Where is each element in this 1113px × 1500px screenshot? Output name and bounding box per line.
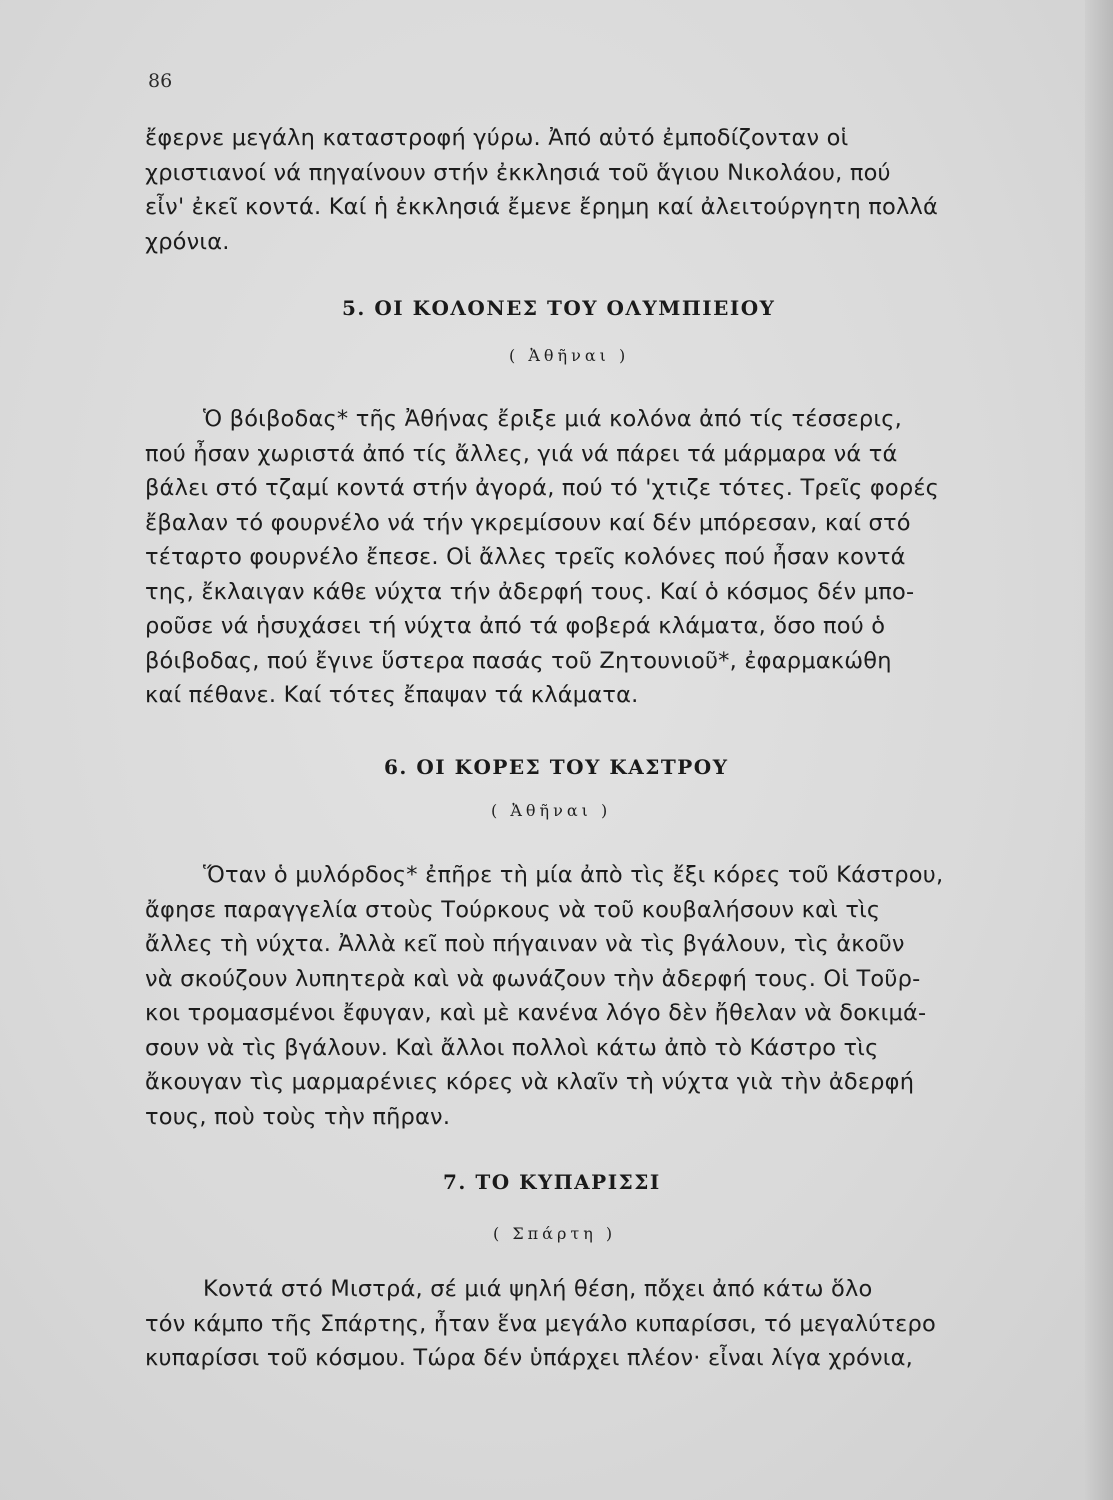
paragraph-line: σουν νὰ τὶς βγάλουν. Καὶ ἄλλοι πολλοὶ κάτω ἀπὸ τὸ Κάστρο τὶς [145,1034,879,1061]
section-5-location: ( Ἀθῆναι ) [509,346,630,365]
section-7-location: ( Σπάρτη ) [493,1224,617,1243]
paragraph-line: χρόνια. [145,228,230,255]
section-7-title: 7. ΤΟ ΚΥΠΑΡΙΣΣΙ [443,1170,661,1194]
paragraph-line: πού ἦσαν χωριστά ἀπό τίς ἄλλες, γιά νά πάρει τά μάρμαρα νά τά [145,440,898,467]
paragraph-line: Ὅταν ὁ μυλόρδος* ἐπῆρε τὴ μία ἀπὸ τὶς ἔξι κόρες τοῦ Κάστρου, [203,862,944,888]
paragraph-line: ἔβαλαν τό φουρνέλο νά τήν γκρεμίσουν καί δέν μπόρεσαν, καί στό [145,509,911,536]
paragraph-line: ἄκουγαν τὶς μαρμαρένιες κόρες νὰ κλαῖν τὴ νύχτα γιὰ τὴν ἀδερφή [145,1069,915,1095]
paragraph-line: καί πέθανε. Καί τότες ἔπαψαν τά κλάματα. [145,682,639,708]
paragraph-line: τόν κάμπο τῆς Σπάρτης, ἦταν ἕνα μεγάλο κυπαρίσσι, τό μεγαλύτερο [145,1310,936,1337]
page-number: 86 [148,70,173,92]
intro-paragraph [145,121,995,259]
section-5-title: 5. ΟΙ ΚΟΛΟΝΕΣ ΤΟΥ ΟΛΥΜΠΙΕΙΟΥ [342,296,776,320]
section-6-paragraph [145,858,995,1134]
paragraph-line: τους, ποὺ τοὺς τὴν πῆραν. [145,1103,451,1130]
paragraph-line: ἔφερνε μεγάλη καταστροφή γύρω. Ἀπό αὐτό ἐμποδίζονταν οἱ [145,125,849,151]
section-5-paragraph [145,402,995,713]
section-6-title: 6. ΟΙ ΚΟΡΕΣ ΤΟΥ ΚΑΣΤΡΟΥ [384,755,729,779]
paragraph-line: κοι τρομασμένοι ἔφυγαν, καὶ μὲ κανένα λόγο δὲν ἤθελαν νὰ δοκιμά- [145,1000,927,1026]
paragraph-line: νὰ σκούζουν λυπητερὰ καὶ νὰ φωνάζουν τὴν ἀδερφή τους. Οἱ Τοῦρ- [145,965,921,992]
paragraph-line: κυπαρίσσι τοῦ κόσμου. Τώρα δέν ὑπάρχει πλέον· εἶναι λίγα χρόνια, [145,1345,913,1371]
paragraph-line: της, ἔκλαιγαν κάθε νύχτα τήν ἀδερφή τους. Καί ὁ κόσμος δέν μπο- [145,578,915,605]
section-7-paragraph [145,1272,995,1376]
paragraph-line: βόιβοδας, πού ἔγινε ὕστερα πασάς τοῦ Ζητουνιοῦ*, ἐφαρμακώθη [145,647,892,674]
paragraph-line: ροῦσε νά ἡσυχάσει τή νύχτα ἀπό τά φοβερά κλάματα, ὅσο πού ὁ [145,613,886,639]
paragraph-line: ἄλλες τὴ νύχτα. Ἀλλὰ κεῖ ποὺ πήγαιναν νὰ τὶς βγάλουν, τὶς ἀκοῦν [145,931,905,957]
section-6-location: ( Ἀθῆναι ) [491,801,612,820]
paragraph-line: Ὁ βόιβοδας* τῆς Ἀθήνας ἔριξε μιά κολόνα ἀπό τίς τέσσερις, [203,406,902,432]
paragraph-line: εἶν' ἐκεῖ κοντά. Καί ἡ ἐκκλησιά ἔμενε ἔρημη καί ἀλειτούργητη πολλά [145,194,939,220]
page-gutter-shadow [1085,0,1113,1500]
paragraph-line: τέταρτο φουρνέλο ἔπεσε. Οἱ ἄλλες τρεῖς κολόνες πού ἦσαν κοντά [145,544,906,570]
paragraph-line: βάλει στό τζαμί κοντά στήν ἀγορά, πού τό 'χτιζε τότες. Τρεῖς φορές [145,475,940,501]
paragraph-line: χριστιανοί νά πηγαίνουν στήν ἐκκλησιά τοῦ ἅγιου Νικολάου, πού [145,159,891,186]
paragraph-line: ἄφησε παραγγελία στοὺς Τούρκους νὰ τοῦ κουβαλήσουν καὶ τὶς [145,896,881,923]
paragraph-line: Κοντά στό Μιστρά, σέ μιά ψηλή θέση, πὄχει ἀπό κάτω ὅλο [203,1276,873,1302]
